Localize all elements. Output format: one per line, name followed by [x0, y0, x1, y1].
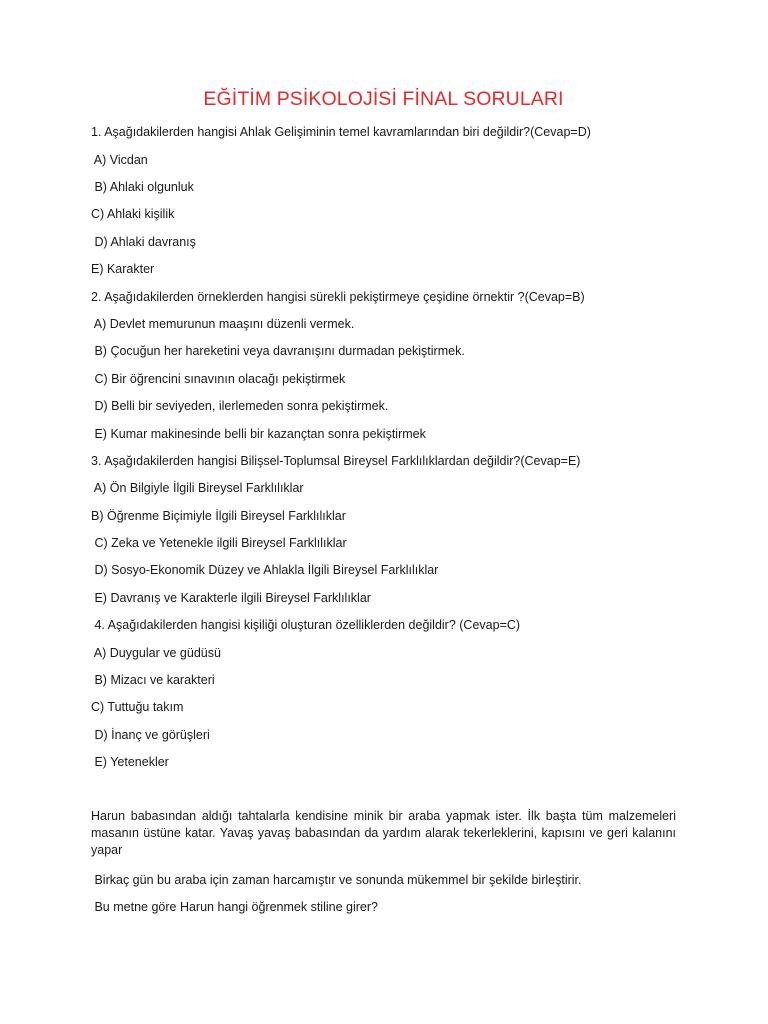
question-4-option-a: A) Duygular ve güdüsü — [91, 646, 221, 660]
question-3-option-c: C) Zeka ve Yetenekle ilgili Bireysel Farklılıklar — [91, 536, 347, 550]
question-1-option-a: A) Vicdan — [91, 153, 148, 167]
question-2-option-e: E) Kumar makinesinde belli bir kazançtan sonra pekiştirmek — [91, 427, 426, 441]
question-2-option-a: A) Devlet memurunun maaşını düzenli vermek. — [91, 317, 355, 331]
question-4-option-e: E) Yetenekler — [91, 755, 169, 769]
question-2-option-c: C) Bir öğrencini sınavının olacağı pekiştirmek — [91, 372, 346, 386]
question-1-option-e: E) Karakter — [91, 262, 155, 276]
passage-line-2: Birkaç gün bu araba için zaman harcamıştır ve sonunda mükemmel bir şekilde birleştirir. — [91, 873, 582, 887]
question-1-option-b: B) Ahlaki olgunluk — [91, 180, 194, 194]
question-1-text: 1. Aşağıdakilerden hangisi Ahlak Gelişiminin temel kavramlarından biri değildir?(Cevap=D) — [91, 125, 591, 139]
question-1-option-d: D) Ahlaki davranış — [91, 235, 196, 249]
question-3-option-d: D) Sosyo-Ekonomik Düzey ve Ahlakla İlgili Bireysel Farklılıklar — [91, 563, 439, 577]
passage-paragraph: Harun babasından aldığı tahtalarla kendisine minik bir araba yapmak ister. İlk başta tüm malzemeleri masanın üstüne katar. Yavaş yavaş babasından da yardım alarak tekerleklerini, kapısını ve geri kalanını yapar — [91, 809, 676, 857]
question-1-option-c: C) Ahlaki kişilik — [91, 207, 175, 221]
question-2-option-b: B) Çocuğun her hareketini veya davranışını durmadan pekiştirmek. — [91, 344, 465, 358]
question-4-option-c: C) Tuttuğu takım — [91, 700, 184, 714]
question-2-option-d: D) Belli bir seviyeden, ilerlemeden sonra pekiştirmek. — [91, 399, 389, 413]
question-4-option-d: D) İnanç ve görüşleri — [91, 728, 210, 742]
question-3-option-e: E) Davranış ve Karakterle ilgili Bireysel Farklılıklar — [91, 591, 371, 605]
question-4-text: 4. Aşağıdakilerden hangisi kişiliği oluşturan özelliklerden değildir? (Cevap=C) — [91, 618, 521, 632]
question-2-text: 2. Aşağıdakilerden örneklerden hangisi sürekli pekiştirmeye çeşidine örnektir ?(Cevap=B) — [91, 290, 585, 304]
question-3-text: 3. Aşağıdakilerden hangisi Bilişsel-Toplumsal Bireysel Farklılıklardan değildir?(Cevap=E) — [91, 454, 581, 468]
document-title: EĞİTİM PSİKOLOJİSİ FİNAL SORULARI — [203, 88, 564, 110]
question-4-option-b: B) Mizacı ve karakteri — [91, 673, 215, 687]
passage-question: Bu metne göre Harun hangi öğrenmek stiline girer? — [91, 900, 378, 914]
question-3-option-a: A) Ön Bilgiyle İlgili Bireysel Farklılıklar — [91, 481, 304, 495]
question-3-option-b: B) Öğrenme Biçimiyle İlgili Bireysel Farklılıklar — [91, 509, 346, 523]
